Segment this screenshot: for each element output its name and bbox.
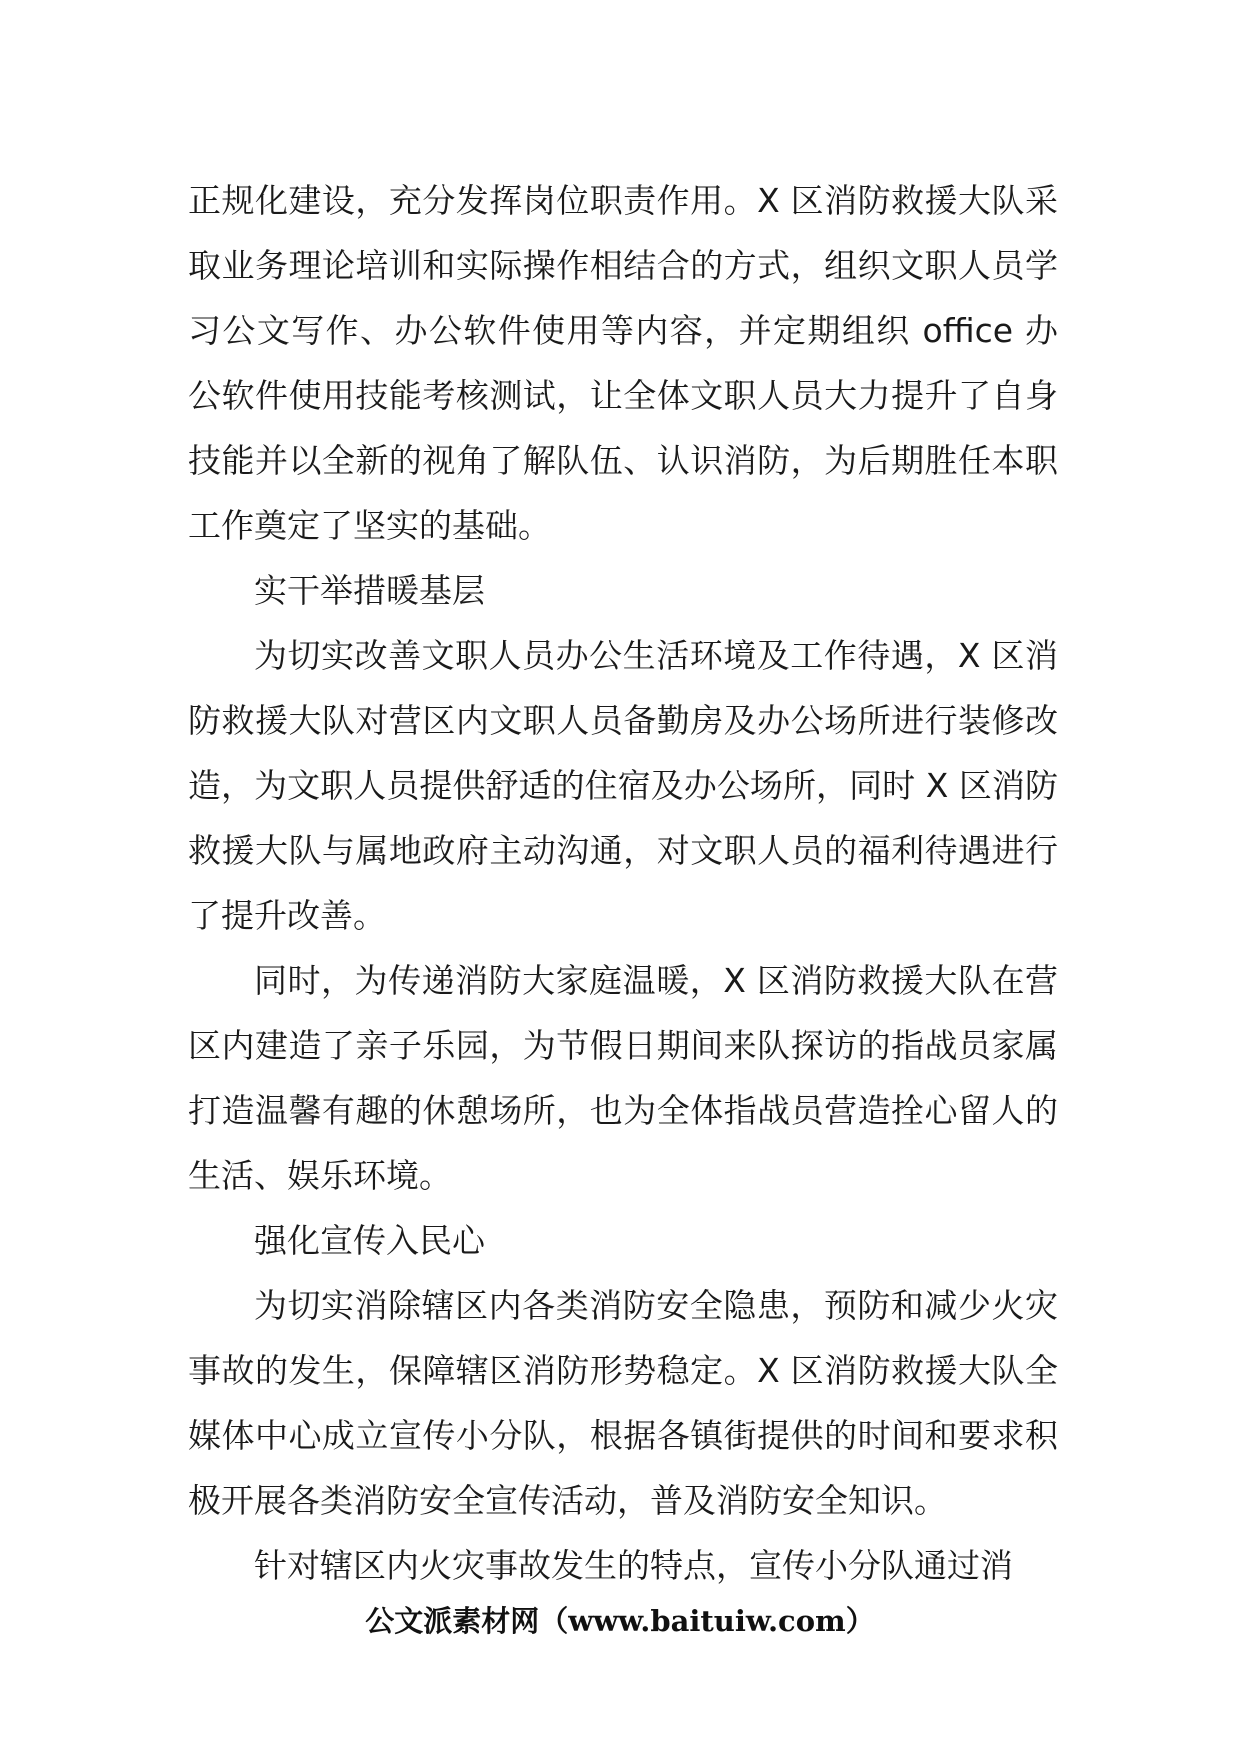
document-body [188, 168, 1058, 1598]
footer-watermark: 公文派素材网（www.baituiw.com） [365, 1604, 875, 1638]
section-heading-2: 强化宣传入民心 [254, 1221, 485, 1260]
paragraph-1: 正规化建设，充分发挥岗位职责作用。X 区消防救援大队采取业务理论培训和实际操作相结合的方式，组织文职人员学习公文写作、办公软件使用等内容，并定期组织 office 办公软件使用技能考核测试，让全体文职人员大力提升了自身技能并以全新的视角了解队伍、认识消防，为后期胜任本职工作奠定了坚实的基础。 [188, 181, 1058, 545]
paragraph-2: 为切实改善文职人员办公生活环境及工作待遇，X 区消防救援大队对营区内文职人员备勤房及办公场所进行装修改造，为文职人员提供舒适的住宿及办公场所，同时 X 区消防救援大队与属地政府主动沟通，对文职人员的福利待遇进行了提升改善。 [188, 636, 1058, 935]
paragraph-3: 同时，为传递消防大家庭温暖，X 区消防救援大队在营区内建造了亲子乐园，为节假日期间来队探访的指战员家属打造温馨有趣的休憩场所，也为全体指战员营造拴心留人的生活、娱乐环境。 [188, 961, 1058, 1195]
paragraph-5: 针对辖区内火灾事故发生的特点，宣传小分队通过消 [254, 1546, 1013, 1585]
paragraph-4: 为切实消除辖区内各类消防安全隐患，预防和减少火灾事故的发生，保障辖区消防形势稳定。X 区消防救援大队全媒体中心成立宣传小分队，根据各镇街提供的时间和要求积极开展各类消防安全宣传活动，普及消防安全知识。 [188, 1286, 1058, 1520]
section-heading-1: 实干举措暖基层 [254, 571, 485, 610]
